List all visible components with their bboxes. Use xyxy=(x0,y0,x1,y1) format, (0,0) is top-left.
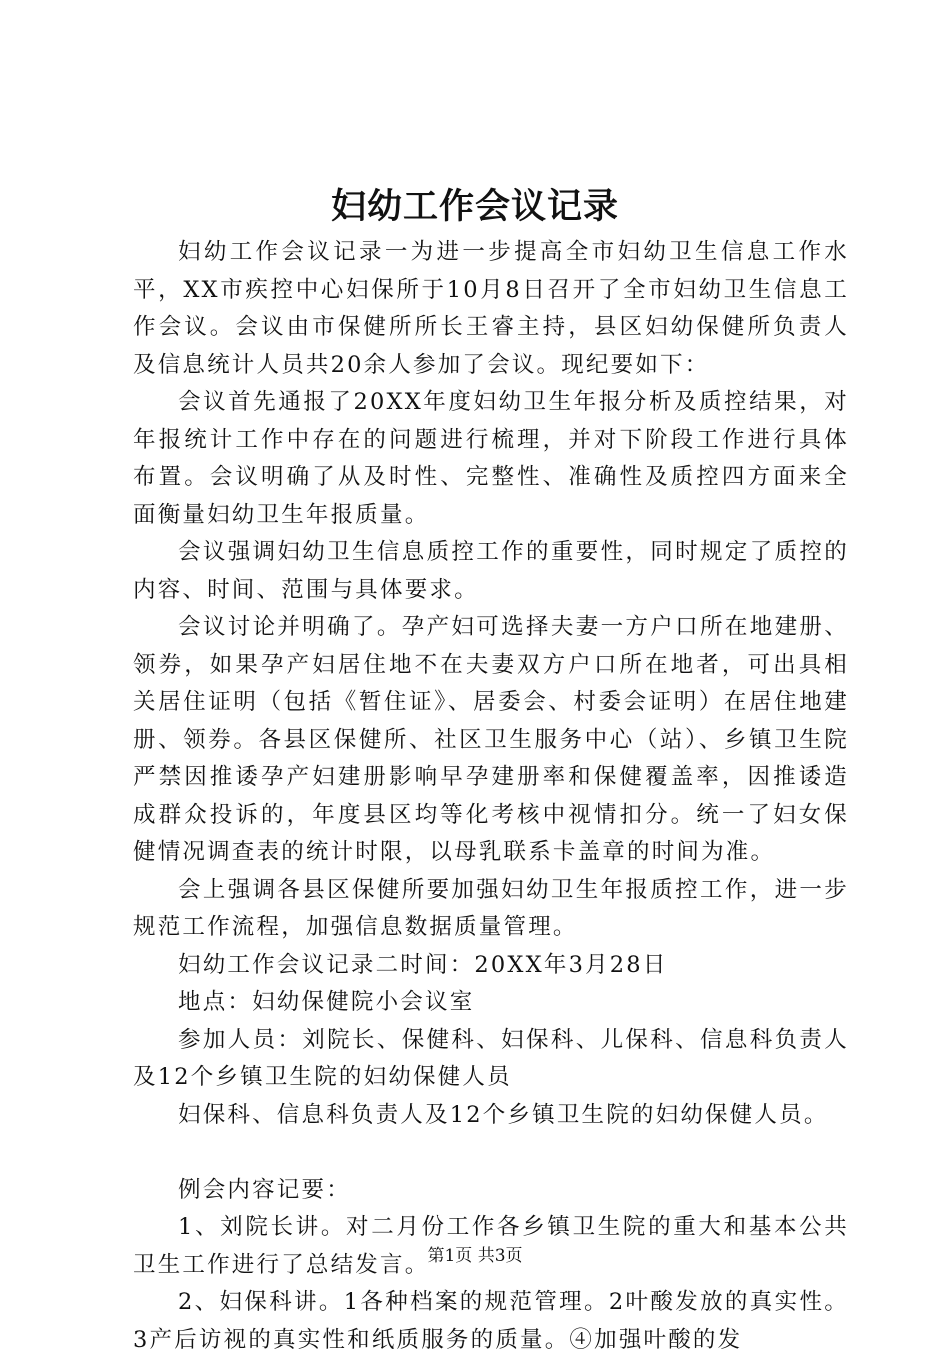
document-title: 妇幼工作会议记录 xyxy=(330,186,619,227)
paragraph-item-two: 2、妇保科讲。1各种档案的规范管理。2叶酸发放的真实性。3产后访视的真实性和纸质服务的质量。④加强叶酸的发 xyxy=(133,1289,849,1353)
paragraph-emphasis: 会上强调各县区保健所要加强妇幼卫生年报质控工作，进一步规范工作流程，加强信息数据质量管理。 xyxy=(133,876,849,940)
document-body xyxy=(133,234,849,1359)
paragraph-attendees-repeat: 妇保科、信息科负责人及12个乡镇卫生院的妇幼保健人员。 xyxy=(178,1101,829,1128)
paragraph-annual-report: 会议首先通报了20XX年度妇幼卫生年报分析及质控结果，对年报统计工作中存在的问题进行梳理，并对下阶段工作进行具体布置。会议明确了从及时性、完整性、准确性及质控四方面来全面衡量妇幼卫生年报质量。 xyxy=(133,389,849,528)
paragraph-discussion: 会议讨论并明确了。孕产妇可选择夫妻一方户口所在地建册、领券，如果孕产妇居住地不在夫妻双方户口所在地者，可出具相关居住证明（包括《暂住证》、居委会、村委会证明）在居住地建册、领券。各县区保健所、社区卫生服务中心（站）、乡镇卫生院严禁因推诿孕产妇建册影响早孕建册率和保健覆盖率，因推诿造成群众投诉的，年度县区均等化考核中视情扣分。统一了妇女保健情况调查表的统计时限，以母乳联系卡盖章的时间为准。 xyxy=(133,614,849,865)
paragraph-meeting-one-intro: 妇幼工作会议记录一为进一步提高全市妇幼卫生信息工作水平，XX市疾控中心妇保所于10月8日召开了全市妇幼卫生信息工作会议。会议由市保健所所长王睿主持，县区妇幼保健所负责人及信息统计人员共20余人参加了会议。现纪要如下： xyxy=(133,239,849,378)
page-footer: 第1页 共3页 xyxy=(427,1246,523,1266)
paragraph-attendees: 参加人员：刘院长、保健科、妇保科、儿保科、信息科负责人及12个乡镇卫生院的妇幼保健人员 xyxy=(133,1026,849,1090)
paragraph-minutes-heading: 例会内容记要： xyxy=(178,1176,351,1203)
paragraph-item-one: 1、刘院长讲。对二月份工作各乡镇卫生院的重大和基本公共卫生工作进行了总结发言。 xyxy=(133,1214,849,1278)
paragraph-quality-control: 会议强调妇幼卫生信息质控工作的重要性，同时规定了质控的内容、时间、范围与具体要求。 xyxy=(133,539,849,603)
paragraph-location: 地点：妇幼保健院小会议室 xyxy=(178,989,475,1015)
paragraph-meeting-two-time: 妇幼工作会议记录二时间：20XX年3月28日 xyxy=(178,951,668,978)
paragraph-blank xyxy=(133,1134,849,1172)
